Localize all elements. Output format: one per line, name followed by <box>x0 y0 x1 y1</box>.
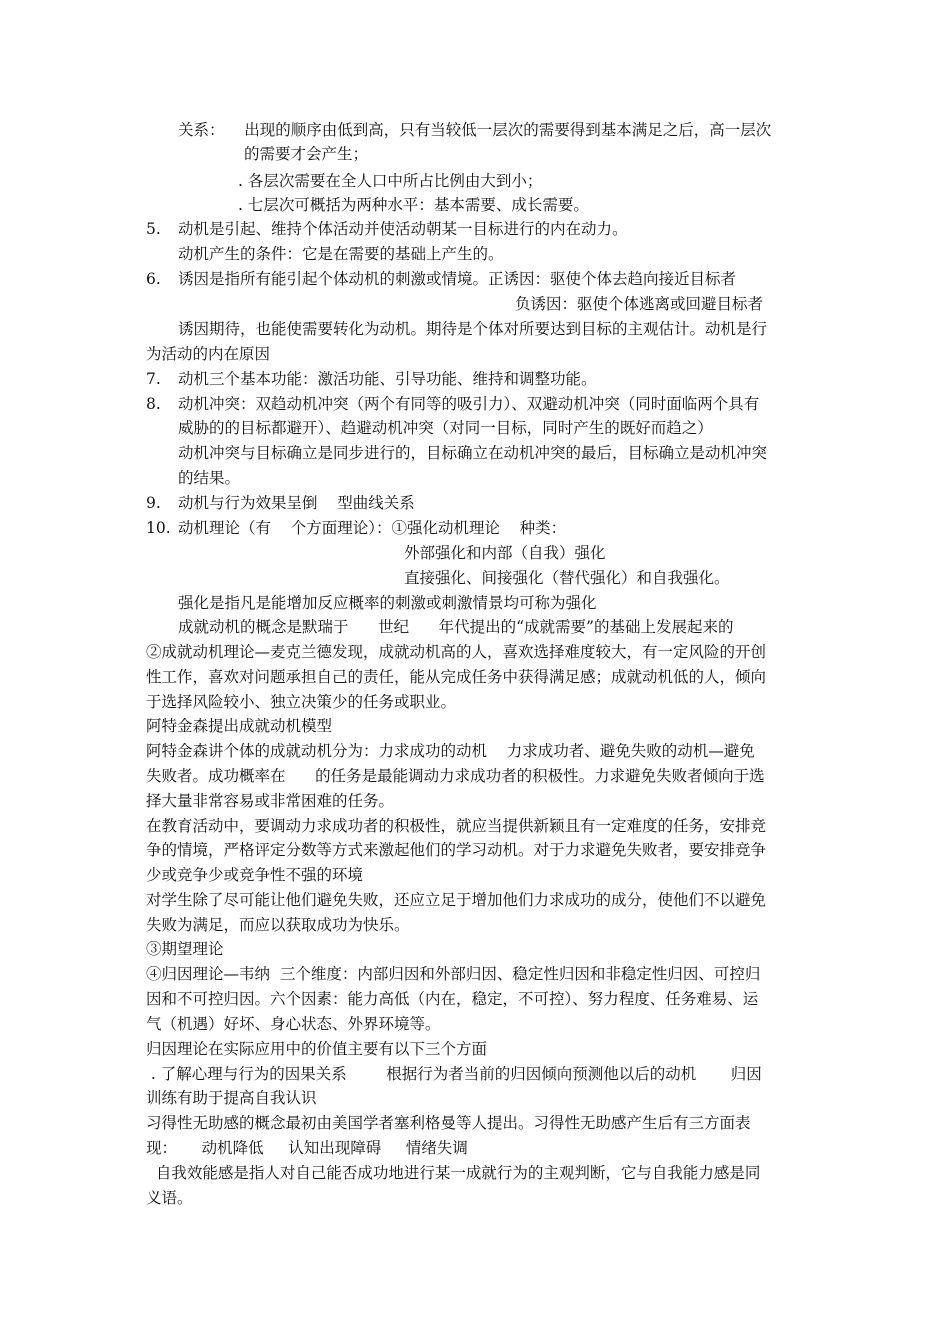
text-line: . 七层次可概括为两种水平：基本需要、成长需要。 <box>238 196 589 214</box>
text-line: 阿特金森讲个体的成就动机分为：力求成功的动机 力求成功者、避免失败的动机—避免 <box>146 742 755 760</box>
item-number: 5. <box>146 220 161 238</box>
text-line: 关系： 出现的顺序由低到高，只有当较低一层次的需要得到基本满足之后，高一层次 <box>178 121 772 139</box>
text-line: 成就动机的概念是默瑞于 世纪 年代提出的“成就需要”的基础上发展起来的 <box>178 618 734 636</box>
item-number: 9. <box>146 494 161 512</box>
item-number: 6. <box>146 270 161 288</box>
text-line: 动机理论（有 个方面理论）：①强化动机理论 种类： <box>178 519 567 537</box>
text-line: 少或竞争少或竞争性不强的环境 <box>146 866 364 884</box>
text-line: 现： 动机降低 认知出现障碍 情绪失调 <box>146 1139 468 1157</box>
text-line: 自我效能感是指人对自己能否成功地进行某一成就行为的主观判断，它与自我能力感是同 <box>146 1164 761 1182</box>
text-line: 为活动的内在原因 <box>146 345 271 363</box>
text-line: 于选择风险较小、独立决策少的任务或职业。 <box>146 693 457 711</box>
text-line: ③期望理论 <box>146 940 224 958</box>
text-line: ②成就动机理论—麦克兰德发现，成就动机高的人，喜欢选择难度较大，有一定风险的开创 <box>146 643 767 661</box>
text-line: 气（机遇）好坏、身心状态、外界环境等。 <box>146 1015 441 1033</box>
text-line: . 了解心理与行为的因果关系 根据行为者当前的归因倾向预测他以后的动机 归因 <box>146 1065 762 1083</box>
text-line: 失败为满足，而应以获取成功为快乐。 <box>146 916 410 934</box>
text-line: . 各层次需要在全人口中所占比例由大到小； <box>238 172 543 190</box>
text-line: ④归因理论—韦纳 三个维度：内部归因和外部归因、稳定性归因和非稳定性归因、可控归 <box>146 965 761 983</box>
text-line: 择大量非常容易或非常困难的任务。 <box>146 792 395 810</box>
text-line: 习得性无助感的概念最初由美国学者塞利格曼等人提出。习得性无助感产生后有三方面表 <box>146 1114 751 1132</box>
text-line: 动机产生的条件：它是在需要的基础上产生的。 <box>178 245 504 263</box>
text-line: 失败者。成功概率在 的任务是最能调动力求成功者的积极性。力求避免失败者倾向于选 <box>146 767 765 785</box>
text-line: 阿特金森提出成就动机模型 <box>146 717 333 735</box>
text-line: 威胁的的目标都避开）、趋避动机冲突（对同一目标，同时产生的既好而趋之） <box>178 419 713 437</box>
text-line: 负诱因：驱使个体逃离或回避目标者 <box>515 295 764 313</box>
text-line: 动机冲突：双趋动机冲突（两个有同等的吸引力）、双避动机冲突（同时面临两个具有 <box>178 395 760 413</box>
text-line: 诱因是指所有能引起个体动机的刺激或情境。正诱因：驱使个体去趋向接近目标者 <box>178 270 737 288</box>
text-line: 动机是引起、维持个体活动并使活动朝某一目标进行的内在动力。 <box>178 220 628 238</box>
text-line: 诱因期待，也能使需要转化为动机。期待是个体对所要达到目标的主观估计。动机是行 <box>178 320 768 338</box>
text-line: 义语。 <box>146 1189 193 1207</box>
item-number: 7. <box>146 370 161 388</box>
text-line: 强化是指凡是能增加反应概率的刺激或刺激情景均可称为强化 <box>178 594 597 612</box>
text-line: 训练有助于提高自我认识 <box>146 1089 317 1107</box>
text-line: 动机与行为效果呈倒 型曲线关系 <box>178 494 415 512</box>
item-number: 8. <box>146 395 161 413</box>
text-line: 对学生除了尽可能让他们避免失败，还应立足于增加他们力求成功的成分，使他们不以避免 <box>146 891 767 909</box>
text-line: 动机冲突与目标确立是同步进行的，目标确立在动机冲突的最后，目标确立是动机冲突 <box>178 444 768 462</box>
text-line: 的结果。 <box>178 469 241 487</box>
text-line: 直接强化、间接强化（替代强化）和自我强化。 <box>404 569 730 587</box>
text-line: 在教育活动中，要调动力求成功者的积极性，就应当提供新颖且有一定难度的任务，安排竞 <box>146 817 767 835</box>
text-line: 的需要才会产生； <box>244 145 369 163</box>
text-line: 外部强化和内部（自我）强化 <box>404 544 606 562</box>
text-line: 性工作，喜欢对问题承担自己的责任，能从完成任务中获得满足感；成就动机低的人，倾向 <box>146 668 767 686</box>
text-line: 归因理论在实际应用中的价值主要有以下三个方面 <box>146 1040 488 1058</box>
text-line: 因和不可控归因。六个因素：能力高低（内在，稳定，不可控）、努力程度、任务难易、运 <box>146 990 759 1008</box>
item-number: 10. <box>146 519 171 537</box>
text-line: 争的情境，严格评定分数等方式来激起他们的学习动机。对于力求避免失败者，要安排竞争 <box>146 841 767 859</box>
text-line: 动机三个基本功能：激活功能、引导功能、维持和调整功能。 <box>178 370 597 388</box>
